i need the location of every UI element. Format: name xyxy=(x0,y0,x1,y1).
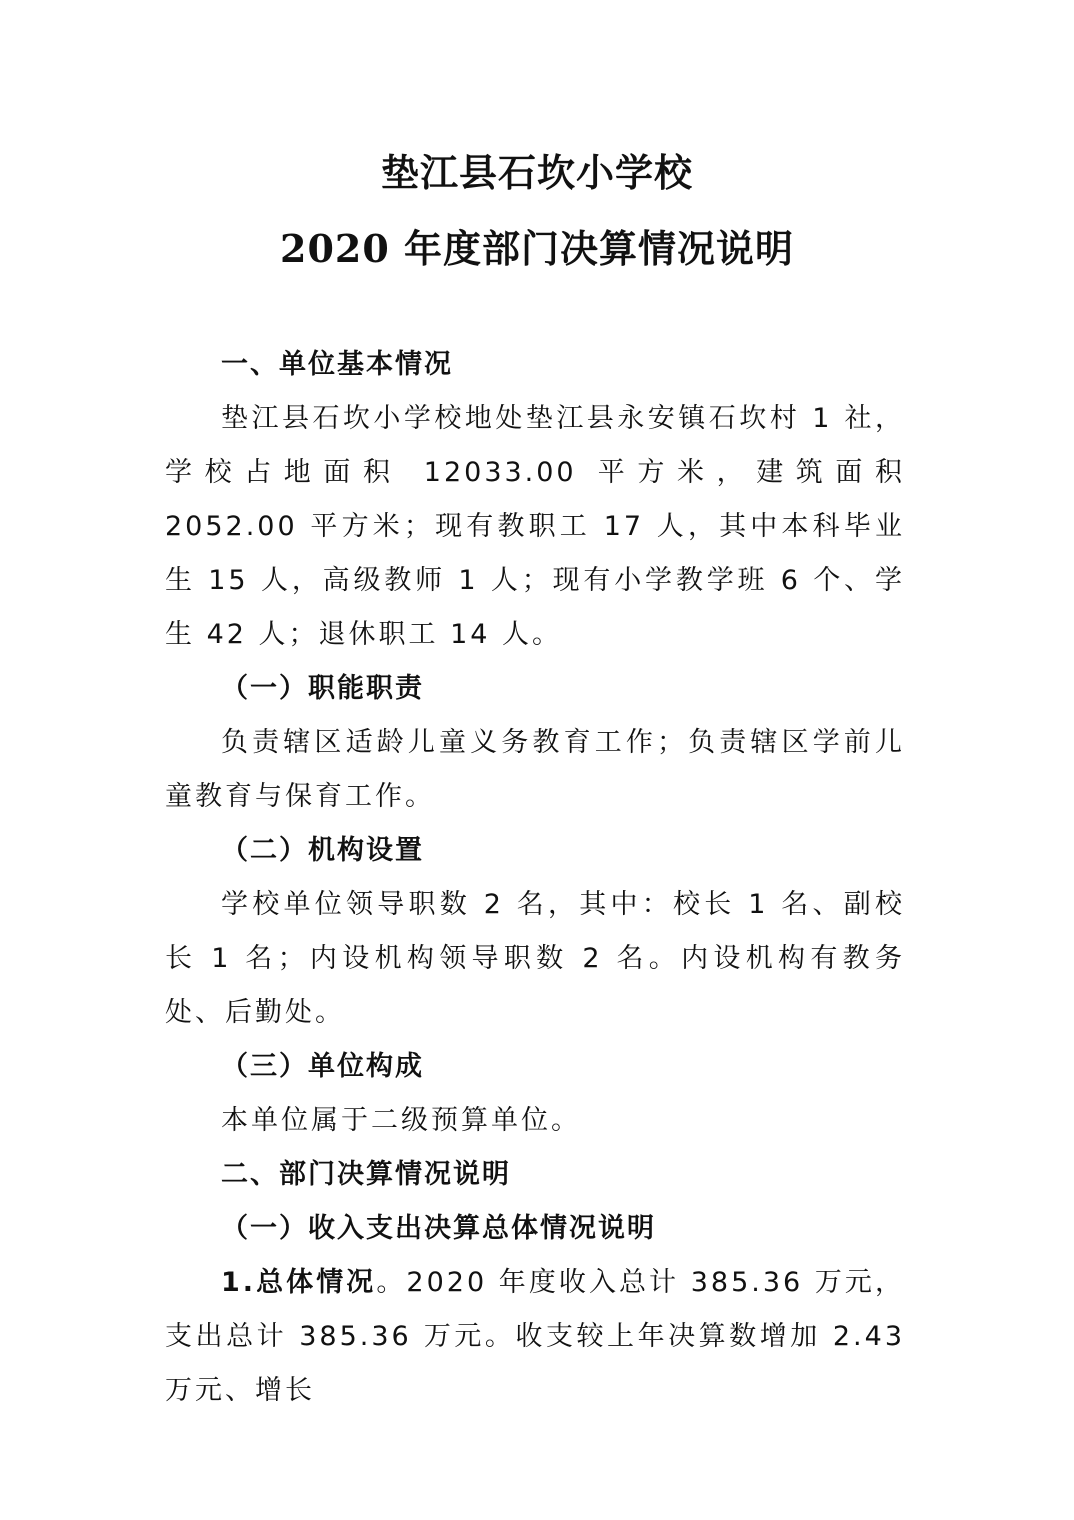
paragraph-composition: 本单位属于二级预算单位。 xyxy=(221,1105,581,1136)
document-body xyxy=(165,338,905,1418)
subsection-heading-income-expenditure: （一）收入支出决算总体情况说明 xyxy=(221,1213,656,1244)
paragraph-organization: 学校单位领导职数 2 名，其中：校长 1 名、副校长 1 名；内设机构领导职数 2 名。内设机构有教务处、后勤处。 xyxy=(165,889,905,1028)
paragraph-basic-info: 垫江县石坎小学校地处垫江县永安镇石坎村 1 社，学校占地面积 12033.00 平方米，建筑面积 2052.00 平方米；现有教职工 17 人，其中本科毕业生 15 人，高级教师 1 人；现有小学教学班 6 个、学生 42 人；退休职工 14 人。 xyxy=(165,403,905,650)
subsection-heading-duties: （一）职能职责 xyxy=(221,673,424,704)
paragraph-overall-text: 。2020 年度收入总计 385.36 万元，支出总计 385.36 万元。收支较上年决算数增加 2.43 万元、增长 xyxy=(165,1267,905,1406)
paragraph-duties: 负责辖区适龄儿童义务教育工作；负责辖区学前儿童教育与保育工作。 xyxy=(165,727,905,812)
section-heading-final-accounts: 二、部门决算情况说明 xyxy=(221,1159,511,1190)
document-title-line2: 2020 年度部门决算情况说明 xyxy=(280,226,794,271)
paragraph-overall xyxy=(165,1256,905,1418)
document-title-line1: 垫江县石坎小学校 xyxy=(380,150,693,195)
subsection-heading-composition: （三）单位构成 xyxy=(221,1051,424,1082)
section-heading-basic-info: 一、单位基本情况 xyxy=(221,349,453,380)
subsection-heading-organization: （二）机构设置 xyxy=(221,835,424,866)
paragraph-overall-lead: 1.总体情况 xyxy=(221,1267,377,1298)
